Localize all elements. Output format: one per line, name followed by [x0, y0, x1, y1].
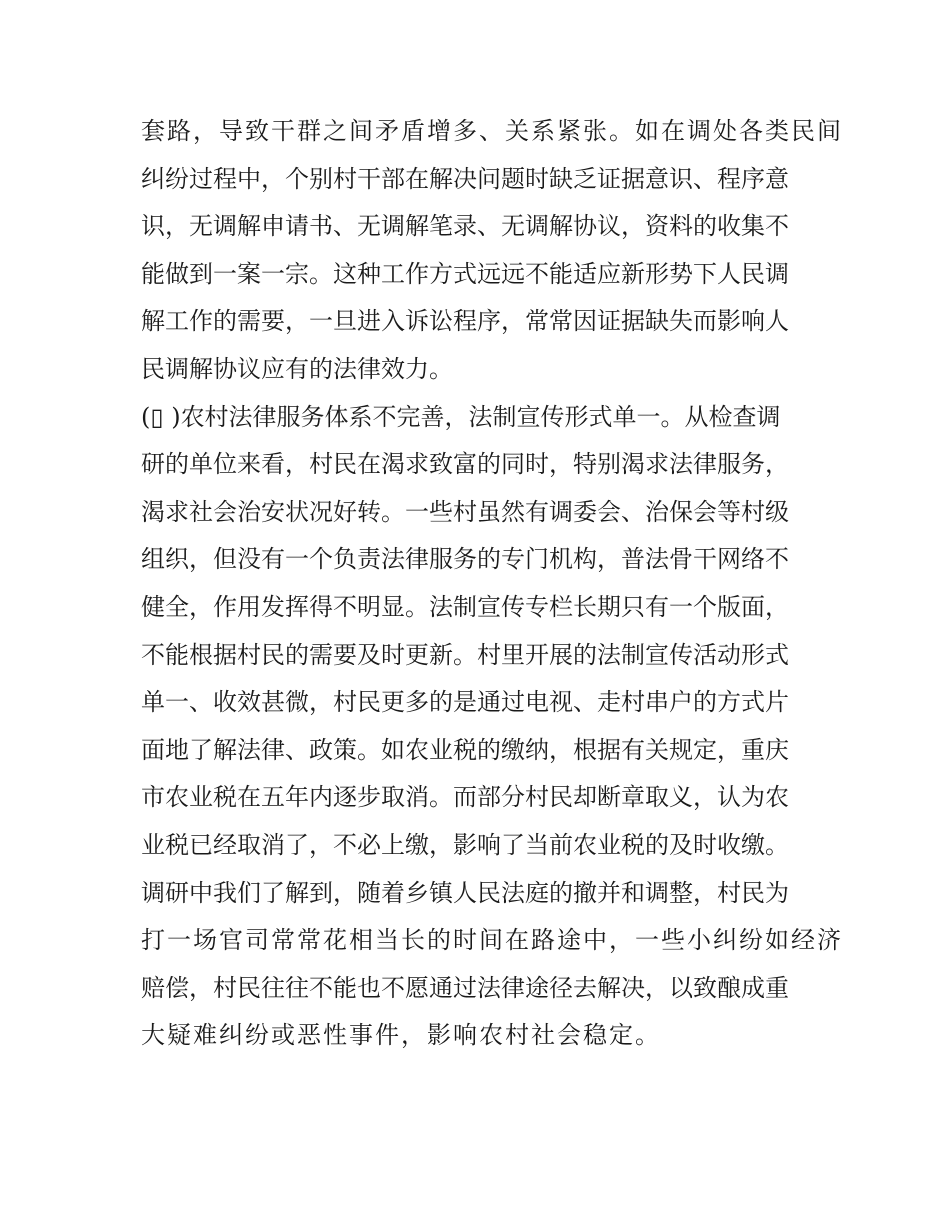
text-line-2: 纠纷过程中，个别村干部在解决问题时缺乏证据意识、程序意 — [141, 164, 789, 193]
text-line-9: 渴求社会治安状况好转。一些村虽然有调委会、治保会等村级 — [141, 497, 789, 526]
text-line-17: 调研中我们了解到，随着乡镇人民法庭的撤并和调整，村民为 — [141, 878, 789, 907]
text-line-8: 研的单位来看，村民在渴求致富的同时，特别渴求法律服务， — [141, 450, 789, 479]
text-line-3: 识，无调解申请书、无调解笔录、无调解协议，资料的收集不 — [141, 212, 789, 241]
text-line-13: 单一、收效甚微，村民更多的是通过电视、走村串户的方式片 — [141, 688, 789, 717]
body-text — [141, 108, 843, 1060]
text-line-16: 业税已经取消了，不必上缴，影响了当前农业税的及时收缴。 — [141, 830, 789, 859]
text-line-10: 组织，但没有一个负责法律服务的专门机构，普法骨干网络不 — [141, 545, 789, 574]
text-line-14: 面地了解法律、政策。如农业税的缴纳，根据有关规定，重庆 — [141, 735, 789, 764]
text-line-1: 套路，导致干群之间矛盾增多、关系紧张。如在调处各类民间 — [141, 117, 843, 145]
text-line-4: 能做到一案一宗。这种工作方式远远不能适应新形势下人民调 — [141, 259, 789, 288]
text-line-20: 大疑难纠纷或恶性事件，影响农村社会稳定。 — [141, 1021, 661, 1050]
text-line-11: 健全，作用发挥得不明显。法制宣传专栏长期只有一个版面， — [141, 592, 789, 621]
text-line-5: 解工作的需要，一旦进入诉讼程序，常常因证据缺失而影响人 — [141, 307, 789, 336]
text-line-12: 不能根据村民的需要及时更新。村里开展的法制宣传活动形式 — [141, 640, 789, 669]
text-line-19: 赔偿，村民往往不能也不愿通过法律途径去解决，以致酿成重 — [141, 973, 789, 1002]
text-line-18: 打一场官司常常花相当长的时间在路途中，一些小纠纷如经济 — [141, 926, 843, 955]
text-line-15: 市农业税在五年内逐步取消。而部分村民却断章取义，认为农 — [141, 783, 789, 812]
section-heading-line: (▯ )农村法律服务体系不完善，法制宣传形式单一。从检查调 — [141, 402, 781, 431]
text-line-6: 民调解协议应有的法律效力。 — [141, 354, 453, 383]
